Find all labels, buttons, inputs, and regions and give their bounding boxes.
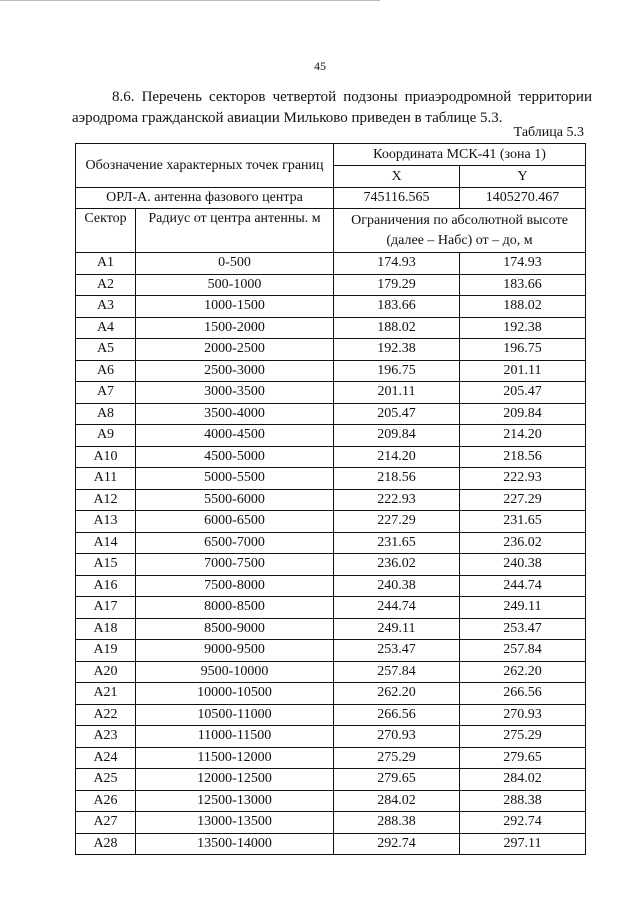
radius-cell: 1000-1500 [136, 296, 334, 318]
sector-cell: A4 [76, 317, 136, 339]
height-to-cell: 262.20 [460, 661, 586, 683]
table-row [76, 575, 586, 597]
sector-cell: A9 [76, 425, 136, 447]
table-row [76, 812, 586, 834]
limit-header: Ограничения по абсолютной высоте (далее – Набс) от – до, м [334, 209, 586, 253]
height-to-cell: 279.65 [460, 747, 586, 769]
height-to-cell: 240.38 [460, 554, 586, 576]
height-from-cell: 288.38 [334, 812, 460, 834]
radius-cell: 13500-14000 [136, 833, 334, 855]
radius-cell: 5500-6000 [136, 489, 334, 511]
center-y: 1405270.467 [460, 188, 586, 209]
height-to-cell: 297.11 [460, 833, 586, 855]
radius-cell: 4500-5000 [136, 446, 334, 468]
height-to-cell: 284.02 [460, 769, 586, 791]
sector-cell: A16 [76, 575, 136, 597]
table-row [76, 425, 586, 447]
sector-cell: A18 [76, 618, 136, 640]
table-row [76, 339, 586, 361]
height-from-cell: 257.84 [334, 661, 460, 683]
radius-cell: 9000-9500 [136, 640, 334, 662]
height-from-cell: 244.74 [334, 597, 460, 619]
height-from-cell: 279.65 [334, 769, 460, 791]
sector-cell: A25 [76, 769, 136, 791]
radius-cell: 13000-13500 [136, 812, 334, 834]
sector-cell: A2 [76, 274, 136, 296]
sector-cell: A11 [76, 468, 136, 490]
table-row [76, 833, 586, 855]
coord-header: Координата МСК-41 (зона 1) [334, 144, 586, 166]
top-border-line [0, 0, 380, 1]
radius-cell: 10000-10500 [136, 683, 334, 705]
center-label: ОРЛ-А. антенна фазового центра [76, 188, 334, 209]
radius-cell: 7500-8000 [136, 575, 334, 597]
radius-cell: 7000-7500 [136, 554, 334, 576]
height-to-cell: 244.74 [460, 575, 586, 597]
sector-cell: A23 [76, 726, 136, 748]
height-from-cell: 192.38 [334, 339, 460, 361]
height-to-cell: 236.02 [460, 532, 586, 554]
table-row [76, 769, 586, 791]
height-from-cell: 183.66 [334, 296, 460, 318]
height-from-cell: 179.29 [334, 274, 460, 296]
radius-cell: 12500-13000 [136, 790, 334, 812]
height-to-cell: 275.29 [460, 726, 586, 748]
table-row [76, 661, 586, 683]
radius-cell: 1500-2000 [136, 317, 334, 339]
height-to-cell: 214.20 [460, 425, 586, 447]
radius-cell: 0-500 [136, 253, 334, 275]
height-to-cell: 205.47 [460, 382, 586, 404]
radius-cell: 500-1000 [136, 274, 334, 296]
section-paragraph [72, 87, 592, 129]
sector-cell: A20 [76, 661, 136, 683]
height-from-cell: 222.93 [334, 489, 460, 511]
height-from-cell: 209.84 [334, 425, 460, 447]
sector-cell: A1 [76, 253, 136, 275]
sector-cell: A5 [76, 339, 136, 361]
height-from-cell: 196.75 [334, 360, 460, 382]
table-row [76, 683, 586, 705]
height-from-cell: 266.56 [334, 704, 460, 726]
height-to-cell: 292.74 [460, 812, 586, 834]
sector-cell: A12 [76, 489, 136, 511]
page-number: 45 [314, 59, 326, 73]
height-from-cell: 201.11 [334, 382, 460, 404]
height-from-cell: 231.65 [334, 532, 460, 554]
radius-cell: 2000-2500 [136, 339, 334, 361]
height-to-cell: 192.38 [460, 317, 586, 339]
radius-cell: 8000-8500 [136, 597, 334, 619]
sector-cell: A26 [76, 790, 136, 812]
height-to-cell: 249.11 [460, 597, 586, 619]
table-row [76, 704, 586, 726]
height-from-cell: 240.38 [334, 575, 460, 597]
table-row [76, 446, 586, 468]
center-x: 745116.565 [334, 188, 460, 209]
radius-cell: 4000-4500 [136, 425, 334, 447]
sector-header: Сектор [76, 209, 136, 253]
height-from-cell: 253.47 [334, 640, 460, 662]
radius-cell: 6000-6500 [136, 511, 334, 533]
table-row [76, 489, 586, 511]
table-row [76, 511, 586, 533]
height-from-cell: 275.29 [334, 747, 460, 769]
height-to-cell: 270.93 [460, 704, 586, 726]
radius-cell: 8500-9000 [136, 618, 334, 640]
sector-cell: A3 [76, 296, 136, 318]
sector-cell: A15 [76, 554, 136, 576]
radius-header: Радиус от центра антенны. м [136, 209, 334, 253]
sector-cell: A14 [76, 532, 136, 554]
table-row [76, 317, 586, 339]
height-from-cell: 249.11 [334, 618, 460, 640]
height-to-cell: 227.29 [460, 489, 586, 511]
table-caption: Таблица 5.3 [513, 125, 584, 140]
height-to-cell: 183.66 [460, 274, 586, 296]
sector-cell: A27 [76, 812, 136, 834]
table-row [76, 597, 586, 619]
radius-cell: 11500-12000 [136, 747, 334, 769]
table-row [76, 554, 586, 576]
y-header: Y [460, 166, 586, 188]
sector-cell: A24 [76, 747, 136, 769]
table-row [76, 360, 586, 382]
sector-cell: A22 [76, 704, 136, 726]
height-from-cell: 262.20 [334, 683, 460, 705]
table-row [76, 747, 586, 769]
sector-cell: A21 [76, 683, 136, 705]
height-to-cell: 174.93 [460, 253, 586, 275]
table-row [76, 532, 586, 554]
paragraph-line-2: аэродрома гражданской авиации Мильково приведен в таблице 5.3. [72, 110, 503, 126]
sector-cell: A10 [76, 446, 136, 468]
radius-cell: 11000-11500 [136, 726, 334, 748]
radius-cell: 9500-10000 [136, 661, 334, 683]
table-row [76, 726, 586, 748]
table-row [76, 640, 586, 662]
radius-cell: 2500-3000 [136, 360, 334, 382]
height-to-cell: 209.84 [460, 403, 586, 425]
height-to-cell: 222.93 [460, 468, 586, 490]
height-to-cell: 253.47 [460, 618, 586, 640]
height-from-cell: 214.20 [334, 446, 460, 468]
height-from-cell: 292.74 [334, 833, 460, 855]
height-to-cell: 257.84 [460, 640, 586, 662]
sector-cell: A13 [76, 511, 136, 533]
sector-cell: A7 [76, 382, 136, 404]
radius-cell: 5000-5500 [136, 468, 334, 490]
height-to-cell: 218.56 [460, 446, 586, 468]
radius-cell: 10500-11000 [136, 704, 334, 726]
sector-cell: A6 [76, 360, 136, 382]
height-to-cell: 231.65 [460, 511, 586, 533]
sector-cell: A19 [76, 640, 136, 662]
radius-cell: 12000-12500 [136, 769, 334, 791]
points-header: Обозначение характерных точек границ [76, 144, 334, 188]
table-row [76, 296, 586, 318]
radius-cell: 6500-7000 [136, 532, 334, 554]
table-row [76, 618, 586, 640]
sector-cell: A8 [76, 403, 136, 425]
height-from-cell: 205.47 [334, 403, 460, 425]
table-row [76, 253, 586, 275]
height-from-cell: 270.93 [334, 726, 460, 748]
table-row [76, 382, 586, 404]
height-from-cell: 236.02 [334, 554, 460, 576]
radius-cell: 3500-4000 [136, 403, 334, 425]
x-header: X [334, 166, 460, 188]
paragraph-line-1: 8.6. Перечень секторов четвертой подзоны приаэродромной территории [112, 89, 592, 105]
table-row [76, 403, 586, 425]
height-from-cell: 188.02 [334, 317, 460, 339]
height-to-cell: 288.38 [460, 790, 586, 812]
height-from-cell: 174.93 [334, 253, 460, 275]
sector-cell: A17 [76, 597, 136, 619]
radius-cell: 3000-3500 [136, 382, 334, 404]
height-from-cell: 218.56 [334, 468, 460, 490]
table-row [76, 790, 586, 812]
height-from-cell: 284.02 [334, 790, 460, 812]
height-to-cell: 201.11 [460, 360, 586, 382]
height-to-cell: 188.02 [460, 296, 586, 318]
sector-cell: A28 [76, 833, 136, 855]
height-to-cell: 266.56 [460, 683, 586, 705]
height-from-cell: 227.29 [334, 511, 460, 533]
sectors-table [75, 143, 586, 855]
table-row [76, 468, 586, 490]
table-row [76, 274, 586, 296]
height-to-cell: 196.75 [460, 339, 586, 361]
